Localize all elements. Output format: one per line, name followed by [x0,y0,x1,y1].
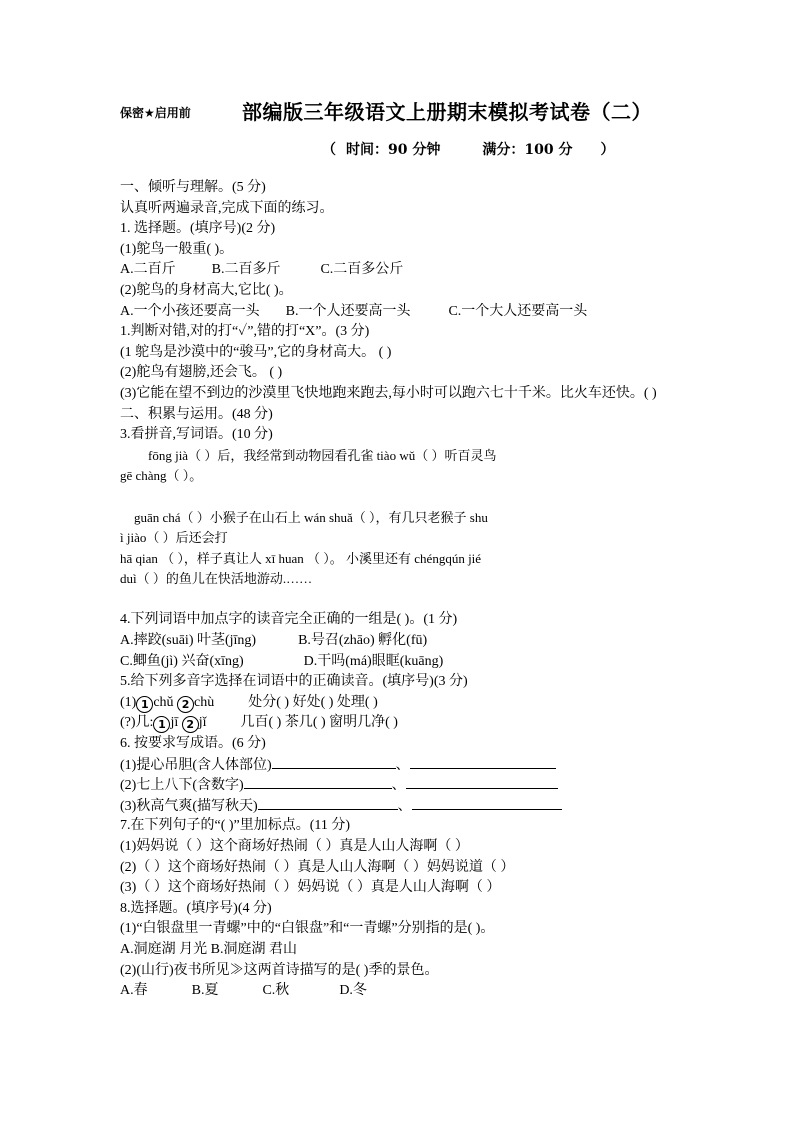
answer-blank[interactable] [410,755,556,769]
answer-blank[interactable] [406,775,558,789]
confidential-label: 保密★启用前 [120,106,191,120]
reading-two: chù [194,694,215,710]
question-options [120,652,680,673]
option-c: C.二百多公斤 [320,262,404,278]
question-item [120,755,680,776]
question-options: A.洞庭湖 月光 B.洞庭湖 君山 [120,941,297,957]
answer-blank[interactable] [258,796,398,810]
circled-number-two: 2 [182,716,199,733]
question-title: 6. 按要求写成语。(6 分) [120,736,266,752]
idiom-prompt: (1)提心吊胆(含人体部位) [120,757,272,773]
word-blanks: 几百( ) 茶几( ) 窗明几净( ) [240,715,398,731]
question-item: (1)妈妈说（ ）这个商场好热闹（ ）真是人山人海啊（ ） [120,839,469,854]
option-d: D.冬 [339,983,367,999]
question-item: (3)（ ）这个商场好热闹（ ）妈妈说（ ）真是人山人海啊（ ） [120,880,501,896]
spacer [120,590,680,611]
question-item [120,713,680,734]
answer-blank[interactable] [412,796,562,810]
separator: 、 [397,798,412,814]
question-title: 5.给下列多音字选择在词语中的正确读音。(填序号)(3 分) [120,674,468,690]
question-title: 8.选择题。(填序号)(4 分) [120,900,272,916]
answer-blank[interactable] [272,755,396,769]
option-b: B.一个人还要高一头 [285,303,411,319]
circled-number-two: 2 [177,696,194,713]
question-item: (1 鸵鸟是沙漠中的“骏马”,它的身材高大。 ( ) [120,344,392,360]
question-item [120,796,680,817]
question-options [120,302,680,323]
question-item [120,693,680,714]
pinyin-line: duì（ ）的鱼儿在快活地游动.…… [120,571,313,587]
pinyin-line: gē chàng（ ）。 [120,468,203,484]
option-b: B.夏 [191,983,219,999]
option-b: B.号召(zhāo) 孵化(fū) [298,633,428,649]
page-title: 部编版三年级语文上册期末模拟考试卷（二） [242,100,652,124]
section-intro: 认真听两遍录音,完成下面的练习。 [120,200,334,216]
question-options [120,981,680,1002]
question-options [120,260,680,281]
separator: 、 [391,778,406,794]
question-item: (3)它能在望不到边的沙漠里飞快地跑来跑去,每小时可以跑六七十千米。比火车还快。( ) [120,385,657,401]
question-item [120,775,680,796]
section-heading: 二、积累与运用。(48 分) [120,406,273,422]
question-title: 3.看拼音,写词语。(10 分) [120,427,273,443]
circled-number-one: 1 [153,716,170,733]
exam-content [120,178,680,1002]
answer-blank[interactable] [244,775,392,789]
time-score-line [322,139,614,159]
item-number: (1) [120,694,137,710]
option-a: A.一个小孩还要高一头 [120,303,260,319]
question-title: 4.下列词语中加点字的读音完全正确的一组是( )。(1 分) [120,612,458,628]
question-item: (2)(山行)夜书所见≫这两首诗描写的是( )季的景色。 [120,962,439,978]
option-a: A.二百斤 [120,262,176,278]
option-c: C.鲫鱼(jì) 兴奋(xīng) [120,653,244,669]
pinyin-line: guān chá（ ）小猴子在山石上 wán shuǎ（ ），有几只老猴子 shu [134,509,488,525]
option-c: C.秋 [262,983,290,999]
question-item: (2)舵鸟有翅膀,还会飞。 ( ) [120,365,283,381]
question-item: (2)（ ）这个商场好热闹（ ）真是人山人海啊（ ）妈妈说道（ ） [120,859,515,875]
question-title: 1.判断对错,对的打“✓”,错的打“X”。(3 分) [120,324,370,340]
option-c: C.一个大人还要高一头 [448,303,588,319]
question-item: (1)鸵鸟一般重( )。 [120,241,234,257]
circled-number-one: 1 [136,696,153,713]
separator: 、 [395,757,410,773]
reading-two: jǐ [198,715,207,731]
pinyin-line: ì jiào（ ）后还会打 [120,530,228,546]
reading-one: jī [170,715,182,731]
full-score: 满分：100 分 [482,142,573,158]
question-item: (1)“白银盘里一青螺”中的“白银盘”和“一青螺”分别指的是( )。 [120,921,495,937]
pinyin-line: hā qian （ ），样子真让人 xī huan （ ）。 小溪里还有 chéngqún jié [120,550,482,566]
time-open-paren: （ [322,142,336,158]
item-number: (?)几: [120,715,154,731]
question-options [120,631,680,652]
option-d: D.干吗(má)眼眶(kuāng) [303,653,444,669]
time-limit: 时间：90 分钟 [346,142,441,158]
idiom-prompt: (3)秋高气爽(描写秋天) [120,798,258,814]
time-close-paren: ） [600,142,615,158]
pinyin-line: fōng jià（ ）后，我经常到动物园看孔雀 tiào wǔ（ ）听百灵鸟 [148,447,497,463]
word-blanks: 处分( ) 好处( ) 处理( ) [248,694,378,710]
question-title: 1. 选择题。(填序号)(2 分) [120,221,276,237]
header [0,96,794,126]
option-b: B.二百多斤 [211,262,281,278]
section-heading: 一、倾听与理解。(5 分) [120,180,266,195]
idiom-prompt: (2)七上八下(含数字) [120,778,244,794]
spacer [120,487,680,508]
reading-one: chǔ [153,694,178,710]
question-title: 7.在下列句子的“( )”里加标点。(11 分) [120,818,351,834]
option-a: A.摔跤(suāi) 叶茎(jīng) [120,633,257,649]
option-a: A.春 [120,983,148,999]
question-item: (2)鸵鸟的身材高大,它比( )。 [120,282,293,298]
